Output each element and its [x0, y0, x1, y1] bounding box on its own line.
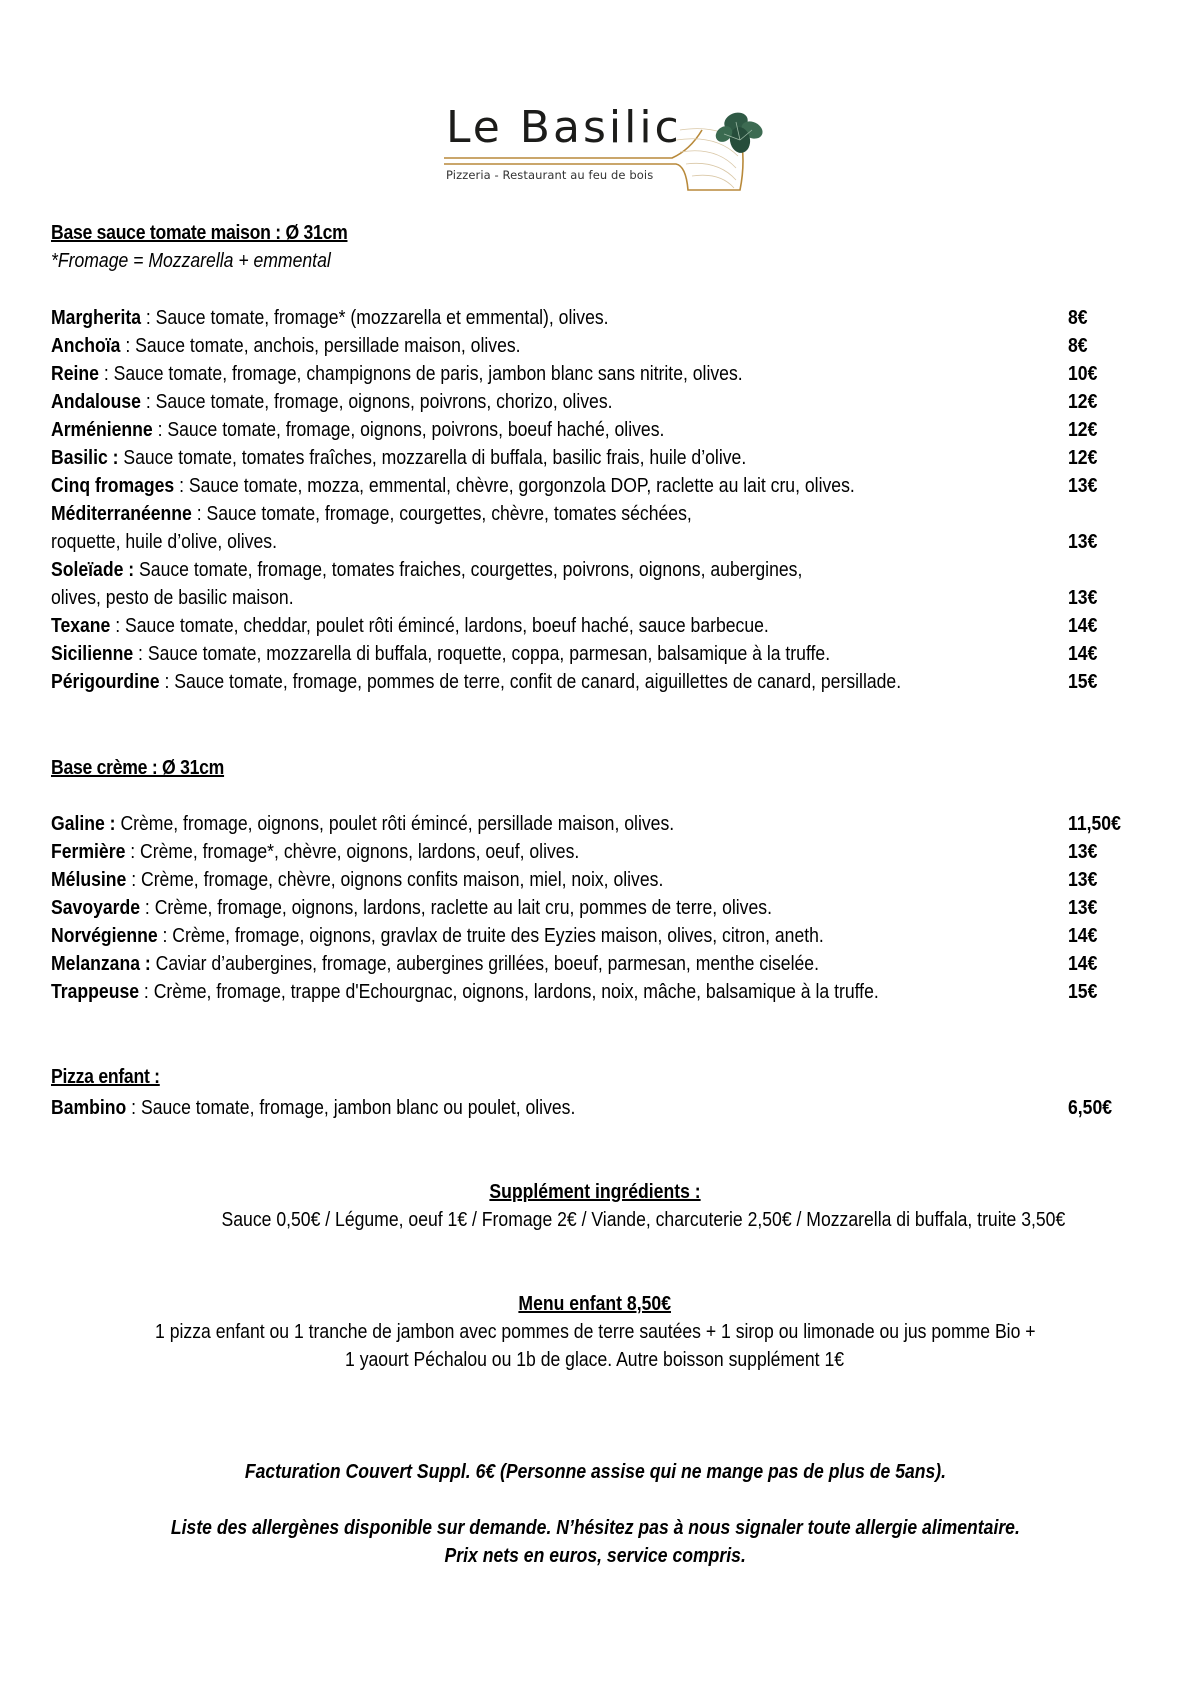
- menu-item: [51, 978, 1136, 1006]
- menu-item-price: 10€: [1068, 363, 1098, 385]
- menu-item-name: Mélusine: [51, 869, 127, 891]
- separator: :: [98, 363, 114, 385]
- menu-item: [51, 444, 1136, 472]
- menu-item-description: [51, 810, 674, 838]
- menu-item-price: 12€: [1068, 447, 1098, 469]
- kids-menu-line-1: 1 pizza enfant ou 1 tranche de jambon avec pommes de terre sautées + 1 sirop ou limonade ou jus pomme Bio +: [154, 1321, 1036, 1343]
- menu-item: [51, 556, 1136, 609]
- menu-item-name: Trappeuse: [51, 981, 140, 1003]
- section-title-cream-base: Base crème : Ø 31cm: [51, 757, 225, 779]
- menu-item-price: 15€: [1068, 671, 1098, 693]
- menu-item-name: Fermière: [51, 841, 126, 863]
- prices-note: Prix nets en euros, service compris.: [444, 1545, 746, 1567]
- menu-item-name: Texane: [51, 615, 111, 637]
- menu-item-price: 14€: [1068, 643, 1098, 665]
- menu-item-price: 13€: [1068, 531, 1098, 553]
- ingredients: Sauce tomate, mozzarella di buffala, roquette, coppa, parmesan, balsamique à la truffe.: [147, 643, 831, 665]
- menu-item: [51, 1094, 1136, 1122]
- separator: :: [120, 335, 136, 357]
- menu-item-price: 8€: [1068, 335, 1088, 357]
- separator: :: [157, 925, 173, 947]
- menu-item: [51, 640, 1136, 668]
- menu-item-name: Méditerranéenne: [51, 503, 192, 525]
- ingredients: Sauce tomate, mozza, emmental, chèvre, gorgonzola DOP, raclette au lait cru, olives.: [188, 475, 855, 497]
- separator: :: [140, 897, 155, 919]
- menu-item-price: 14€: [1068, 615, 1098, 637]
- menu-item-name: Périgourdine: [51, 671, 160, 693]
- ingredients: Crème, fromage*, chèvre, oignons, lardons, oeuf, olives.: [140, 841, 580, 863]
- separator: :: [140, 391, 156, 413]
- menu-item: [51, 668, 1136, 696]
- ingredients: Sauce tomate, fromage, jambon blanc ou poulet, olives.: [140, 1097, 576, 1119]
- cover-charge-note: Facturation Couvert Suppl. 6€ (Personne assise qui ne mange pas de plus de 5ans).: [244, 1461, 946, 1483]
- menu-item-name: Arménienne: [51, 419, 153, 441]
- menu-item-name: Galine :: [51, 813, 116, 835]
- kids-menu-title: Menu enfant 8,50€: [518, 1293, 672, 1315]
- ingredients: Crème, fromage, chèvre, oignons confits maison, miel, noix, olives.: [140, 869, 664, 891]
- menu-item-price: 15€: [1068, 981, 1098, 1003]
- menu-item-description: [51, 612, 769, 640]
- menu-item: [51, 500, 1136, 553]
- menu-item-price: 13€: [1068, 587, 1098, 609]
- ingredients: Caviar d’aubergines, fromage, aubergines grillées, boeuf, parmesan, menthe ciselée.: [155, 953, 819, 975]
- menu-item: [51, 866, 1136, 894]
- supplements-title: Supplément ingrédients :: [489, 1181, 701, 1203]
- menu-item-description: [51, 388, 613, 416]
- menu-item-description: [51, 444, 746, 472]
- separator: :: [110, 615, 126, 637]
- menu-item-description: [51, 556, 802, 584]
- separator: :: [125, 841, 141, 863]
- menu-item-description: [51, 640, 830, 668]
- menu-item-price: 12€: [1068, 419, 1098, 441]
- supplements-text: Sauce 0,50€ / Légume, oeuf 1€ / Fromage 2€ / Viande, charcuterie 2,50€ / Mozzarella di buffala, truite 3,50€: [221, 1209, 1065, 1231]
- menu-item-name: Basilic :: [51, 447, 119, 469]
- menu-item: [51, 810, 1136, 838]
- ingredients: Crème, fromage, trappe d'Echourgnac, oignons, lardons, noix, mâche, balsamique à la truffe.: [153, 981, 879, 1003]
- menu-item-name: Cinq fromages: [51, 475, 175, 497]
- menu-item-name: Reine: [51, 363, 99, 385]
- separator: :: [191, 503, 207, 525]
- separator: :: [174, 475, 189, 497]
- ingredients: Crème, fromage, oignons, lardons, raclette au lait cru, pommes de terre, olives.: [154, 897, 772, 919]
- menu-item: [51, 416, 1136, 444]
- menu-item-description: [51, 668, 901, 696]
- kids-menu-line-2: 1 yaourt Péchalou ou 1b de glace. Autre boisson supplément 1€: [345, 1349, 845, 1371]
- ingredients: Crème, fromage, oignons, poulet rôti émincé, persillade maison, olives.: [120, 813, 675, 835]
- menu-item-name: Melanzana :: [51, 953, 151, 975]
- ingredients: Sauce tomate, fromage, pommes de terre, confit de canard, aiguillettes de canard, persillade.: [174, 671, 902, 693]
- ingredients: Sauce tomate, cheddar, poulet rôti émincé, lardons, boeuf haché, sauce barbecue.: [125, 615, 769, 637]
- separator: :: [133, 643, 148, 665]
- menu-item-price: 13€: [1068, 869, 1098, 891]
- separator: :: [140, 307, 156, 329]
- logo-title: Le Basilic: [446, 102, 682, 153]
- menu-item-price: 14€: [1068, 925, 1098, 947]
- restaurant-logo: [440, 100, 770, 196]
- menu-item-price: 13€: [1068, 475, 1098, 497]
- menu-item-description: [51, 866, 663, 894]
- menu-item-price: 13€: [1068, 841, 1098, 863]
- section-title-kids-pizza: Pizza enfant :: [51, 1066, 160, 1088]
- ingredients: Sauce tomate, fromage, courgettes, chèvre, tomates séchées,: [206, 503, 692, 525]
- separator: :: [126, 869, 141, 891]
- menu-item-description-continued: roquette, huile d’olive, olives.: [51, 531, 278, 553]
- menu-item-name: Margherita: [51, 307, 141, 329]
- menu-item-price: 6,50€: [1068, 1097, 1113, 1119]
- menu-item: [51, 332, 1136, 360]
- menu-item: [51, 612, 1136, 640]
- menu-item-description: [51, 950, 819, 978]
- menu-item-description: [51, 500, 692, 528]
- menu-item: [51, 894, 1136, 922]
- ingredients: Sauce tomate, fromage* (mozzarella et emmental), olives.: [155, 307, 609, 329]
- menu-item-price: 8€: [1068, 307, 1088, 329]
- menu-item-name: Soleïade :: [51, 559, 135, 581]
- menu-item-description: [51, 416, 664, 444]
- ingredients: Sauce tomate, tomates fraîches, mozzarella di buffala, basilic frais, huile d’olive.: [123, 447, 747, 469]
- menu-item-name: Andalouse: [51, 391, 141, 413]
- menu-item-price: 11,50€: [1068, 813, 1121, 835]
- menu-item-description: [51, 1094, 575, 1122]
- separator: :: [159, 671, 175, 693]
- ingredients: Sauce tomate, fromage, tomates fraiches, courgettes, poivrons, oignons, aubergines,: [139, 559, 803, 581]
- ingredients: Crème, fromage, oignons, gravlax de truite des Eyzies maison, olives, citron, aneth.: [172, 925, 824, 947]
- menu-item-name: Anchoïa: [51, 335, 121, 357]
- menu-item: [51, 838, 1136, 866]
- separator: :: [139, 981, 154, 1003]
- ingredients: Sauce tomate, fromage, champignons de paris, jambon blanc sans nitrite, olives.: [113, 363, 743, 385]
- menu-item-price: 13€: [1068, 897, 1098, 919]
- menu-item-name: Norvégienne: [51, 925, 158, 947]
- separator: :: [152, 419, 168, 441]
- menu-item-description: [51, 472, 855, 500]
- menu-item-price: 14€: [1068, 953, 1098, 975]
- ingredients: Sauce tomate, anchois, persillade maison, olives.: [135, 335, 521, 357]
- menu-item-name: Sicilienne: [51, 643, 134, 665]
- menu-item: [51, 922, 1136, 950]
- allergens-note: Liste des allergènes disponible sur demande. N’hésitez pas à nous signaler toute allergie alimentaire.: [170, 1517, 1020, 1539]
- separator: :: [126, 1097, 141, 1119]
- menu-item-description: [51, 978, 879, 1006]
- menu-item-description: [51, 332, 521, 360]
- menu-item-description-continued: olives, pesto de basilic maison.: [51, 587, 294, 609]
- menu-item: [51, 950, 1136, 978]
- menu-item-name: Savoyarde: [51, 897, 141, 919]
- menu-item-name: Bambino: [51, 1097, 127, 1119]
- menu-item-description: [51, 838, 579, 866]
- menu-item-description: [51, 304, 609, 332]
- menu-item-description: [51, 894, 772, 922]
- basil-leaf-icon: [713, 109, 766, 154]
- menu-item: [51, 304, 1136, 332]
- menu-item: [51, 360, 1136, 388]
- ingredients: Sauce tomate, fromage, oignons, poivrons, chorizo, olives.: [155, 391, 613, 413]
- menu-item: [51, 472, 1136, 500]
- menu-item: [51, 388, 1136, 416]
- menu-item-price: 12€: [1068, 391, 1098, 413]
- ingredients: Sauce tomate, fromage, oignons, poivrons, boeuf haché, olives.: [167, 419, 665, 441]
- menu-item-description: [51, 360, 743, 388]
- menu-item-description: [51, 922, 824, 950]
- logo-subtitle: Pizzeria - Restaurant au feu de bois: [446, 168, 654, 182]
- section-title-tomato-base: Base sauce tomate maison : Ø 31cm: [51, 222, 348, 244]
- cheese-note: *Fromage = Mozzarella + emmental: [51, 250, 331, 272]
